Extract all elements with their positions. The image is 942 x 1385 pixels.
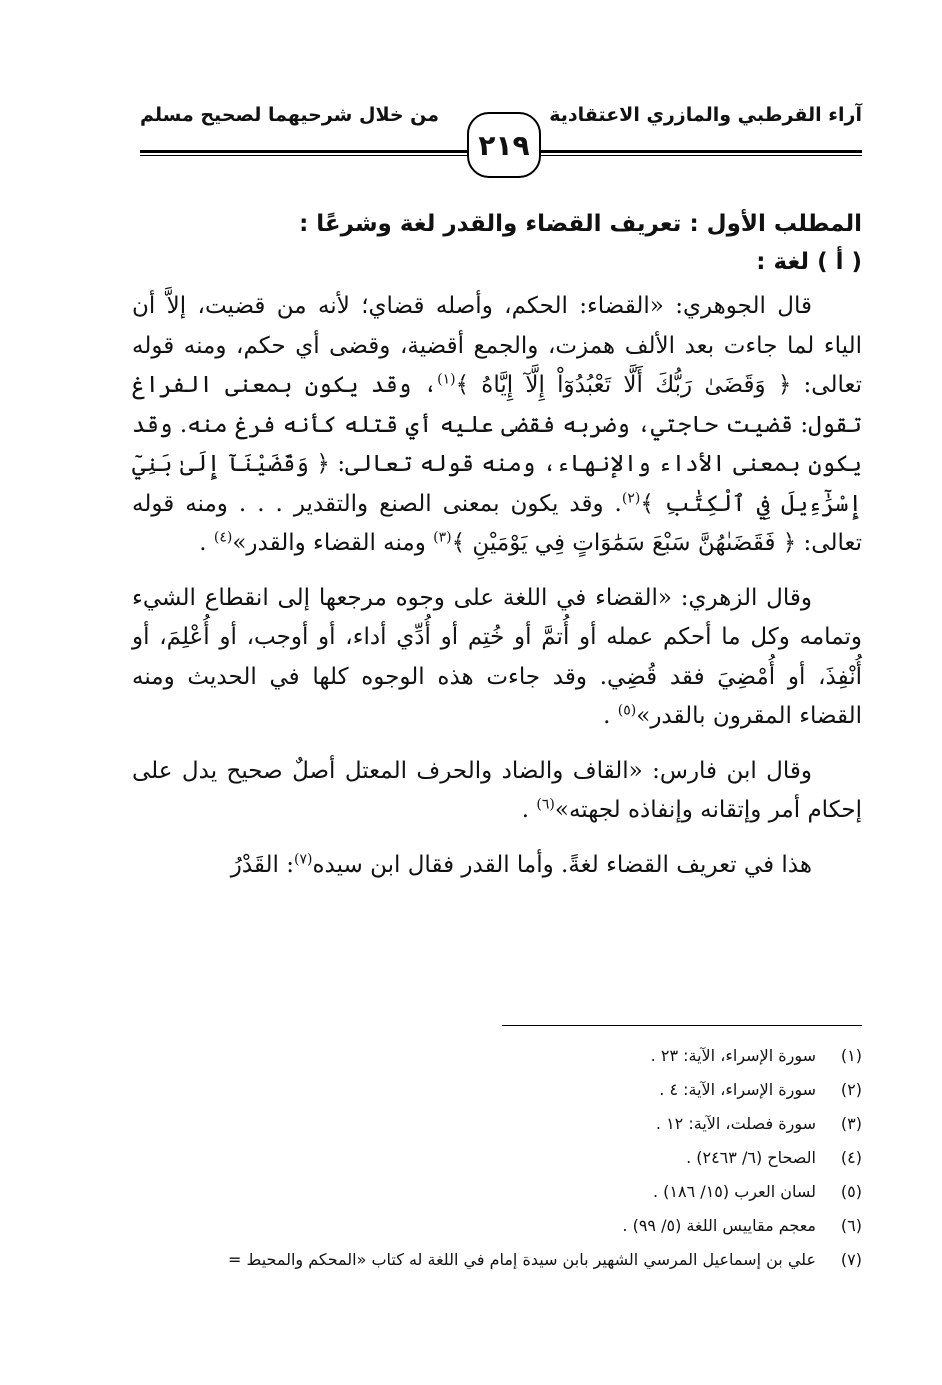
- footnote-text: علي بن إسماعيل المرسي الشهير بابن سيدة إمام في اللغة له كتاب «المحكم والمحيط =: [228, 1250, 816, 1269]
- footnote-number: (١): [840, 1046, 862, 1065]
- header-subtitle: من خلال شرحيهما لصحيح مسلم: [140, 104, 440, 126]
- text-run: .: [603, 703, 618, 729]
- text-run: .: [199, 530, 214, 556]
- footnote-ref: (٦): [536, 796, 555, 813]
- footnote-ref: (٥): [617, 702, 637, 719]
- text-run: قال الجوهري: «القضاء: الحكم، وأصله قضاي؛ لأنه من قضيت، إلاَّ أن الياء لما جاءت بعد الألف همزت، والجمع أقضية، وقضى أي حكم، ومنه قوله تعالى: ﴿ وَقَضَىٰ رَبُّكَ أَلَّا تَعْبُدُوٓاْ إِلَّآ إِيَّاهُ ﴾: [132, 293, 862, 398]
- footnote-item: [72, 1076, 862, 1110]
- footnote-text: سورة الإسراء، الآية: ٢٣ .: [650, 1046, 816, 1065]
- text-run: ومنه القضاء والقدر»: [232, 530, 434, 556]
- text-run: . وقد يكون بمعنى الصنع والتقدير . . . ومنه قوله تعالى: ﴿ فَقَضَىٰهُنَّ سَبْعَ سَمَٰوَاتٍ فِي يَوْمَيْنِ ﴾: [132, 490, 862, 556]
- paragraph-ibn-sidah: [132, 846, 862, 886]
- text-run: هذا في تعريف القضاء لغةً. وأما القدر فقال ابن سيده: [312, 851, 812, 878]
- footnote-item: [72, 1246, 862, 1280]
- header-book-title: آراء القرطبي والمازري الاعتقادية: [549, 104, 862, 126]
- footnote-text: معجم مقاييس اللغة (٥/ ٩٩) .: [622, 1216, 816, 1235]
- footnote-separator: [502, 1025, 862, 1026]
- text-run: وقال الزهري: «القضاء في اللغة على وجوه مرجعها إلى انقطاع الشيء وتمامه وكل ما أحكم عمله أو أُتمَّ أو خُتِم أو أُدِّي أداء، أو أوجب، أو أُعْلِمَ، أو أُنْفِذَ، أو أُمْضِيَ فقد قُضِي. وقد جاءت هذه الوجوه كلها في الحديث ومنه القضاء المقرون بالقدر»: [132, 584, 862, 729]
- footnote-text: الصحاح (٦/ ٢٤٦٣) .: [686, 1148, 816, 1167]
- footnote-ref: (٣): [433, 529, 452, 546]
- footnote-item: [72, 1178, 862, 1212]
- footnote-ref: (٧): [294, 850, 313, 867]
- footnote-ref: (٢): [621, 489, 641, 506]
- footnotes-list: [72, 1042, 862, 1280]
- paragraph-jawhari: [132, 287, 862, 564]
- footnote-text: سورة الإسراء، الآية: ٤ .: [659, 1080, 816, 1099]
- footnote-item: [72, 1042, 862, 1076]
- text-run: ، وقد يكون بمعنى الفراغ تقول: قضيت حاجتي، وضربه فقضى عليه أي قتله كأنه فرغ منه. وقد يكون بمعنى الأداء والإنهاء، ومنه قوله تعالى: ﴿ وَقَضَيْنَآ إِلَىٰ بَنِيٓ إِسْرَٰٓءِيلَ فِي ٱلْكِتَٰبِ ﴾: [132, 372, 862, 517]
- paragraph-ibn-faris: [132, 752, 862, 831]
- footnote-text: لسان العرب (١٥/ ١٨٦) .: [653, 1182, 816, 1201]
- footnote-number: (٧): [840, 1250, 862, 1269]
- paragraph-zuhri: [132, 579, 862, 737]
- main-text: [132, 205, 862, 900]
- page-number: ٢١٩: [467, 112, 541, 178]
- footnote-ref: (٤): [213, 529, 233, 546]
- footnote-item: [72, 1110, 862, 1144]
- header-rule-left: [140, 150, 467, 156]
- footnote-ref: (١): [437, 371, 456, 388]
- text-run: .: [521, 797, 537, 823]
- header-rule-right: [525, 150, 862, 156]
- text-run: : القَدْرُ: [230, 851, 294, 878]
- section-title: المطلب الأول : تعريف القضاء والقدر لغة وشرعًا :: [299, 211, 862, 237]
- text-run: وقال ابن فارس: «القاف والضاد والحرف المعتل أصلٌ صحيح يدل على إحكام أمر وإتقانه وإنفاذه لجهته»: [132, 757, 862, 823]
- footnote-number: (٦): [840, 1216, 862, 1235]
- footnote-number: (٣): [840, 1114, 862, 1133]
- footnote-item: [72, 1212, 862, 1246]
- footnote-number: (٥): [840, 1182, 862, 1201]
- footnote-number: (٢): [840, 1080, 862, 1099]
- footnote-number: (٤): [840, 1148, 862, 1167]
- subsection-title: ( أ ) لغة :: [756, 249, 862, 275]
- footnote-text: سورة فصلت، الآية: ١٢ .: [655, 1114, 816, 1133]
- footnote-item: [72, 1144, 862, 1178]
